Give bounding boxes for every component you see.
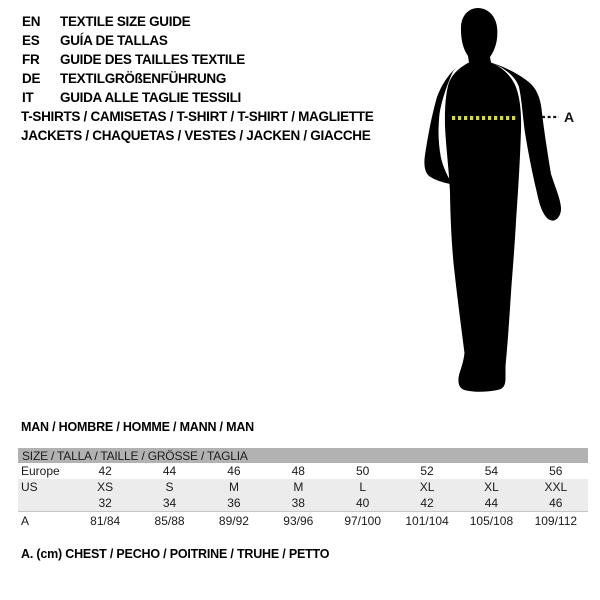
size-cell: 44: [162, 464, 177, 478]
size-cell: 56: [549, 464, 563, 478]
language-code: IT: [22, 90, 34, 105]
size-table: [18, 448, 588, 530]
size-cell: 46: [549, 496, 563, 510]
size-cell: 40: [356, 496, 370, 510]
size-cell: 46: [227, 464, 241, 478]
size-cell: 48: [291, 464, 305, 478]
size-cell: 85/88: [154, 514, 185, 528]
table-row-us: [18, 479, 588, 495]
row-label: A: [21, 514, 30, 528]
size-cell: S: [165, 480, 174, 494]
category-tshirts: T-SHIRTS / CAMISETAS / T-SHIRT / T-SHIRT / MAGLIETTE: [21, 109, 374, 124]
size-cell: 32: [98, 496, 112, 510]
size-cell: 42: [420, 496, 434, 510]
size-cell: XL: [419, 480, 435, 494]
language-code: ES: [22, 33, 40, 48]
size-cell: 38: [291, 496, 305, 510]
size-cell: XS: [97, 480, 114, 494]
row-label: US: [21, 480, 38, 494]
guide-title: TEXTILGRÖßENFÜHRUNG: [60, 71, 227, 86]
table-row-chest-cm: [18, 511, 588, 530]
category-jackets: JACKETS / CHAQUETAS / VESTES / JACKEN / GIACCHE: [21, 127, 371, 143]
size-cell: 93/96: [283, 514, 314, 528]
measurement-legend: A. (cm) CHEST / PECHO / POITRINE / TRUHE / PETTO: [21, 547, 330, 561]
table-row-europe: [18, 463, 588, 479]
man-body-shape: [445, 8, 521, 392]
size-cell: 81/84: [90, 514, 121, 528]
language-code: DE: [22, 71, 41, 86]
size-cell: 52: [420, 464, 434, 478]
size-cell: XL: [484, 480, 499, 494]
size-cell: 89/92: [218, 514, 249, 528]
size-cell: 34: [162, 496, 177, 510]
section-title-man: MAN / HOMBRE / HOMME / MANN / MAN: [21, 420, 254, 434]
guide-title: TEXTILE SIZE GUIDE: [60, 14, 191, 29]
language-code: FR: [22, 52, 40, 67]
guide-title: GUÍA DE TALLAS: [60, 33, 168, 48]
size-cell: 105/108: [469, 514, 514, 528]
size-cell: 97/100: [344, 514, 382, 528]
size-table-header: SIZE / TALLA / TAILLE / GRÖSSE / TAGLIA: [18, 448, 588, 463]
size-cell: M: [228, 480, 239, 494]
size-cell: 101/104: [405, 514, 449, 528]
size-cell: M: [293, 480, 304, 494]
size-cell: 36: [227, 496, 241, 510]
table-row-uk: [18, 495, 588, 511]
size-cell: 109/112: [534, 514, 578, 528]
size-cell: XXL: [544, 480, 568, 494]
size-cell: L: [359, 480, 367, 494]
guide-title: GUIDE DES TAILLES TEXTILE: [60, 52, 246, 67]
size-cell: 54: [484, 464, 499, 478]
size-cell: 50: [356, 464, 370, 478]
size-cell: 44: [484, 496, 499, 510]
guide-title: GUIDA ALLE TAGLIE TESSILI: [60, 90, 241, 105]
measurement-a-label: A: [564, 109, 575, 125]
row-label: Europe: [21, 464, 60, 478]
size-cell: 42: [98, 464, 112, 478]
language-code: EN: [22, 14, 41, 29]
